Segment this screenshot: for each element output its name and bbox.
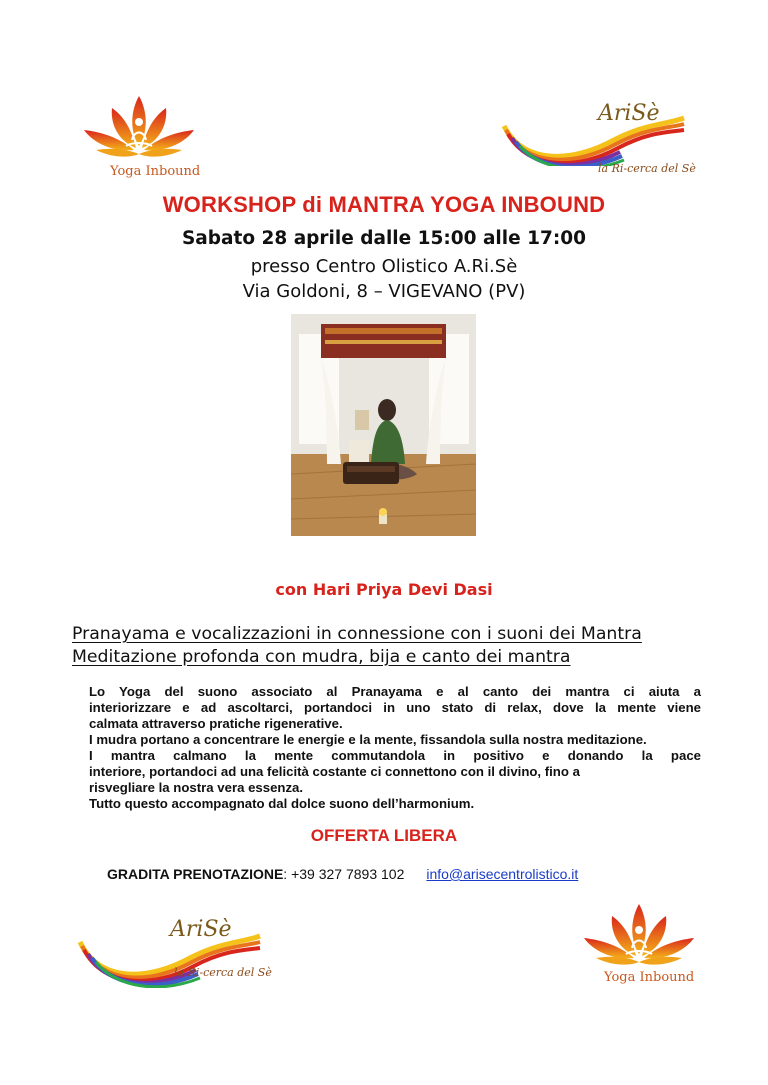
description-line: interiorizzare e ad ascoltarci, portandoci in uno stato di relax, dove la mente viene xyxy=(89,700,701,715)
description-line: interiore, portandoci ad una felicità costante ci connettono con il divino, fino a xyxy=(89,764,580,779)
description-line: Lo Yoga del suono associato al Pranayama e al canto dei mantra ci aiuta a xyxy=(89,684,701,699)
arise-logo-caption: la Ri-cerca del Sè xyxy=(174,966,272,979)
event-photo xyxy=(291,314,476,536)
lotus-logo-caption: Yoga Inbound xyxy=(110,164,201,179)
event-address: Via Goldoni, 8 – VIGEVANO (PV) xyxy=(242,281,526,302)
event-date-time: Sabato 28 aprile dalle 15:00 alle 17:00 xyxy=(181,228,586,249)
event-venue: presso Centro Olistico A.Ri.Sè xyxy=(250,256,518,277)
description xyxy=(89,684,701,812)
offer-label: OFFERTA LIBERA xyxy=(310,826,458,845)
contact-line xyxy=(107,866,578,882)
event-title: WORKSHOP di MANTRA YOGA INBOUND xyxy=(162,192,606,217)
teacher-name: con Hari Priya Devi Dasi xyxy=(275,580,493,599)
description-line: calmata attraverso pratiche rigenerative. xyxy=(89,716,343,731)
arise-logo-caption: la Ri-cerca del Sè xyxy=(598,162,696,175)
topic-line-2: Meditazione profonda con mudra, bija e canto dei mantra xyxy=(72,647,571,667)
lotus-logo-caption: Yoga Inbound xyxy=(604,970,695,985)
email-link[interactable]: info@arisecentrolistico.it xyxy=(426,866,579,882)
yoga-inbound-logo-top xyxy=(74,88,204,193)
description-line: I mantra calmano la mente commutandola in positivo e donando la pace xyxy=(89,748,701,763)
description-line: Tutto questo accompagnato dal dolce suono dell’harmonium. xyxy=(89,796,475,811)
arise-logo-text: AriSè xyxy=(170,917,232,942)
arise-logo-text: AriSè xyxy=(598,101,660,126)
phone-number[interactable]: : +39 327 7893 102 xyxy=(283,866,405,882)
rainbow-wave-icon xyxy=(494,96,694,166)
topic-line-1: Pranayama e vocalizzazioni in connessione con i suoni dei Mantra xyxy=(72,624,642,644)
lotus-icon xyxy=(574,896,704,976)
lotus-icon xyxy=(74,88,204,168)
description-line: risvegliare la nostra vera essenza. xyxy=(89,780,304,795)
arise-logo-bottom xyxy=(70,908,270,1003)
arise-logo-top xyxy=(494,96,694,191)
booking-label: GRADITA PRENOTAZIONE xyxy=(107,866,284,882)
description-line: I mudra portano a concentrare le energie e la mente, fissandola sulla nostra meditazione. xyxy=(89,732,647,747)
yoga-inbound-logo-bottom xyxy=(574,896,704,1001)
